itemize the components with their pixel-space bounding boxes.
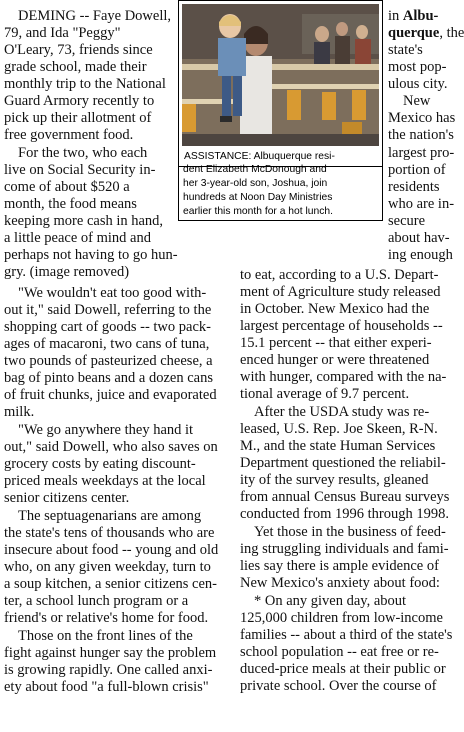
article-line: duced-price meals at their public or [240,661,446,677]
article-line: New Mexico's anxiety about food: [240,575,440,591]
article-line: grocery costs by eating discount- [4,456,196,472]
article-line: * On any given day, about [254,593,407,609]
article-line: Guard Armory recently to [4,93,155,109]
article-line: come of about $520 a [4,179,130,195]
article-line: Mexico has [388,110,456,126]
article-line: M., and the state Human Services [240,438,436,454]
photo-illustration [182,4,379,146]
article-line: ity of the survey results, gleaned [240,472,429,488]
article-line: largest pro- [388,145,455,161]
photo-caption-line-3: her 3-year-old son, Joshua, join [183,178,328,189]
article-line: "We go anywhere they hand it [18,422,194,438]
article-line: insecure about food -- young and old [4,542,219,558]
article-line: a little peace of mind and [4,230,151,246]
article-line: gry. (image removed) [4,264,130,280]
article-line: who are in- [388,196,455,212]
article-line: monthly trip to the National [4,76,166,92]
article-line: ety about food "a full-blown crisis" [4,679,209,695]
photo-figure [178,0,383,167]
article-line: perhaps not having to go hun- [4,247,178,263]
news-photo [182,4,379,146]
article-line: friend's or relative's home for food. [4,610,209,626]
article-line: For the two, who each [18,145,148,161]
article-line: New [403,93,431,109]
article-line: shopping cart of goods -- two pack- [4,319,211,335]
article-line: secure [388,213,426,229]
article-line: portion of [388,162,446,178]
article-line: grade school, made their [4,59,147,75]
article-line: Yet those in the business of feed- [254,524,446,540]
article-line: live on Social Security in- [4,162,156,178]
article-line: lies say there is ample evidence of [240,558,439,574]
article-line: out," said Dowell, who also saves on [4,439,218,455]
article-line: ment of Agriculture study released [240,284,441,300]
article-line: most pop- [388,59,447,75]
article-line: 15.1 percent -- that either experi- [240,335,432,351]
article-line: ing enough [388,247,453,263]
article-line: fight against hunger say the problem [4,645,217,661]
article-line: tional average of 9.7 percent. [240,386,410,402]
article-line: out it," said Dowell, referring to the [4,302,212,318]
article-line: state's [388,42,423,58]
photo-caption-line-5: earlier this month for a hot lunch. [183,206,333,217]
article-line: O'Leary, 73, friends since [4,42,153,58]
article-line: pick up their allotment of [4,110,152,126]
article-line: leased, U.S. Rep. Joe Skeen, R-N. [240,421,438,437]
photo-caption-line-1: ASSISTANCE: Albuquerque resi- [184,151,335,162]
article-line: in October. New Mexico had the [240,301,430,317]
article-line: private school. Over the course of [240,678,437,694]
article-line: enced hunger or were threatened [240,352,430,368]
article-line: DEMING -- Faye Dowell, [18,8,172,24]
article-line: senior citizens center. [4,490,130,506]
article-line: of fruit chunks, juice and evaporated [4,387,217,403]
article-line: ulous city. [388,76,448,92]
article-line: ages of macaroni, two cans of tuna, [4,336,210,352]
article-line: with hunger, compared with the na- [240,369,447,385]
article-line: "We wouldn't eat too good with- [18,285,207,301]
article-line: a soup kitchen, a senior citizens cen- [4,576,217,592]
article-line: keeping more cash in hand, [4,213,164,229]
article-line: ing struggling individuals and fami- [240,541,449,557]
article-line: from annual Census Bureau surveys [240,489,450,505]
article-line: bag of pinto beans and a dozen cans [4,370,213,386]
article-line: querque, the [388,25,464,41]
article-line: conducted from 1996 through 1998. [240,506,450,522]
article-line: 125,000 children from low-income [240,610,443,626]
article-line: 79, and Ida "Peggy" [4,25,121,41]
article-line: After the USDA study was re- [254,404,430,420]
article-line: ter, a school lunch program or a [4,593,189,609]
caption-frame [178,166,383,221]
article-line: about hav- [388,230,450,246]
article-line: families -- about a third of the state's [240,627,453,643]
article-line: residents [388,179,440,195]
article-line: milk. [4,404,35,420]
photo-caption-line-2: dent Elizabeth McDonough and [183,164,327,175]
article-line: largest percentage of households -- [240,318,443,334]
article-line: two pounds of pasteurized cheese, a [4,353,213,369]
article-line: The septuagenarians are among [18,508,202,524]
article-line: who, on any given weekday, turn to [4,559,211,575]
article-line: to eat, according to a U.S. Depart- [240,267,439,283]
photo-caption-line-4: hundreds at Noon Day Ministries [183,192,333,203]
article-line: school population -- eat free or re- [240,644,439,660]
article-line: Department questioned the reliabil- [240,455,446,471]
article-line: month, the food means [4,196,137,212]
article-line: in Albu- [388,8,439,24]
article-line: Those on the front lines of the [18,628,193,644]
article-line: is growing rapidly. One called anxi- [4,662,213,678]
article-line: the state's tens of thousands who are [4,525,215,541]
article-line: free government food. [4,127,134,143]
article-line: priced meals weekdays at the local [4,473,206,489]
article-line: the nation's [388,127,454,143]
